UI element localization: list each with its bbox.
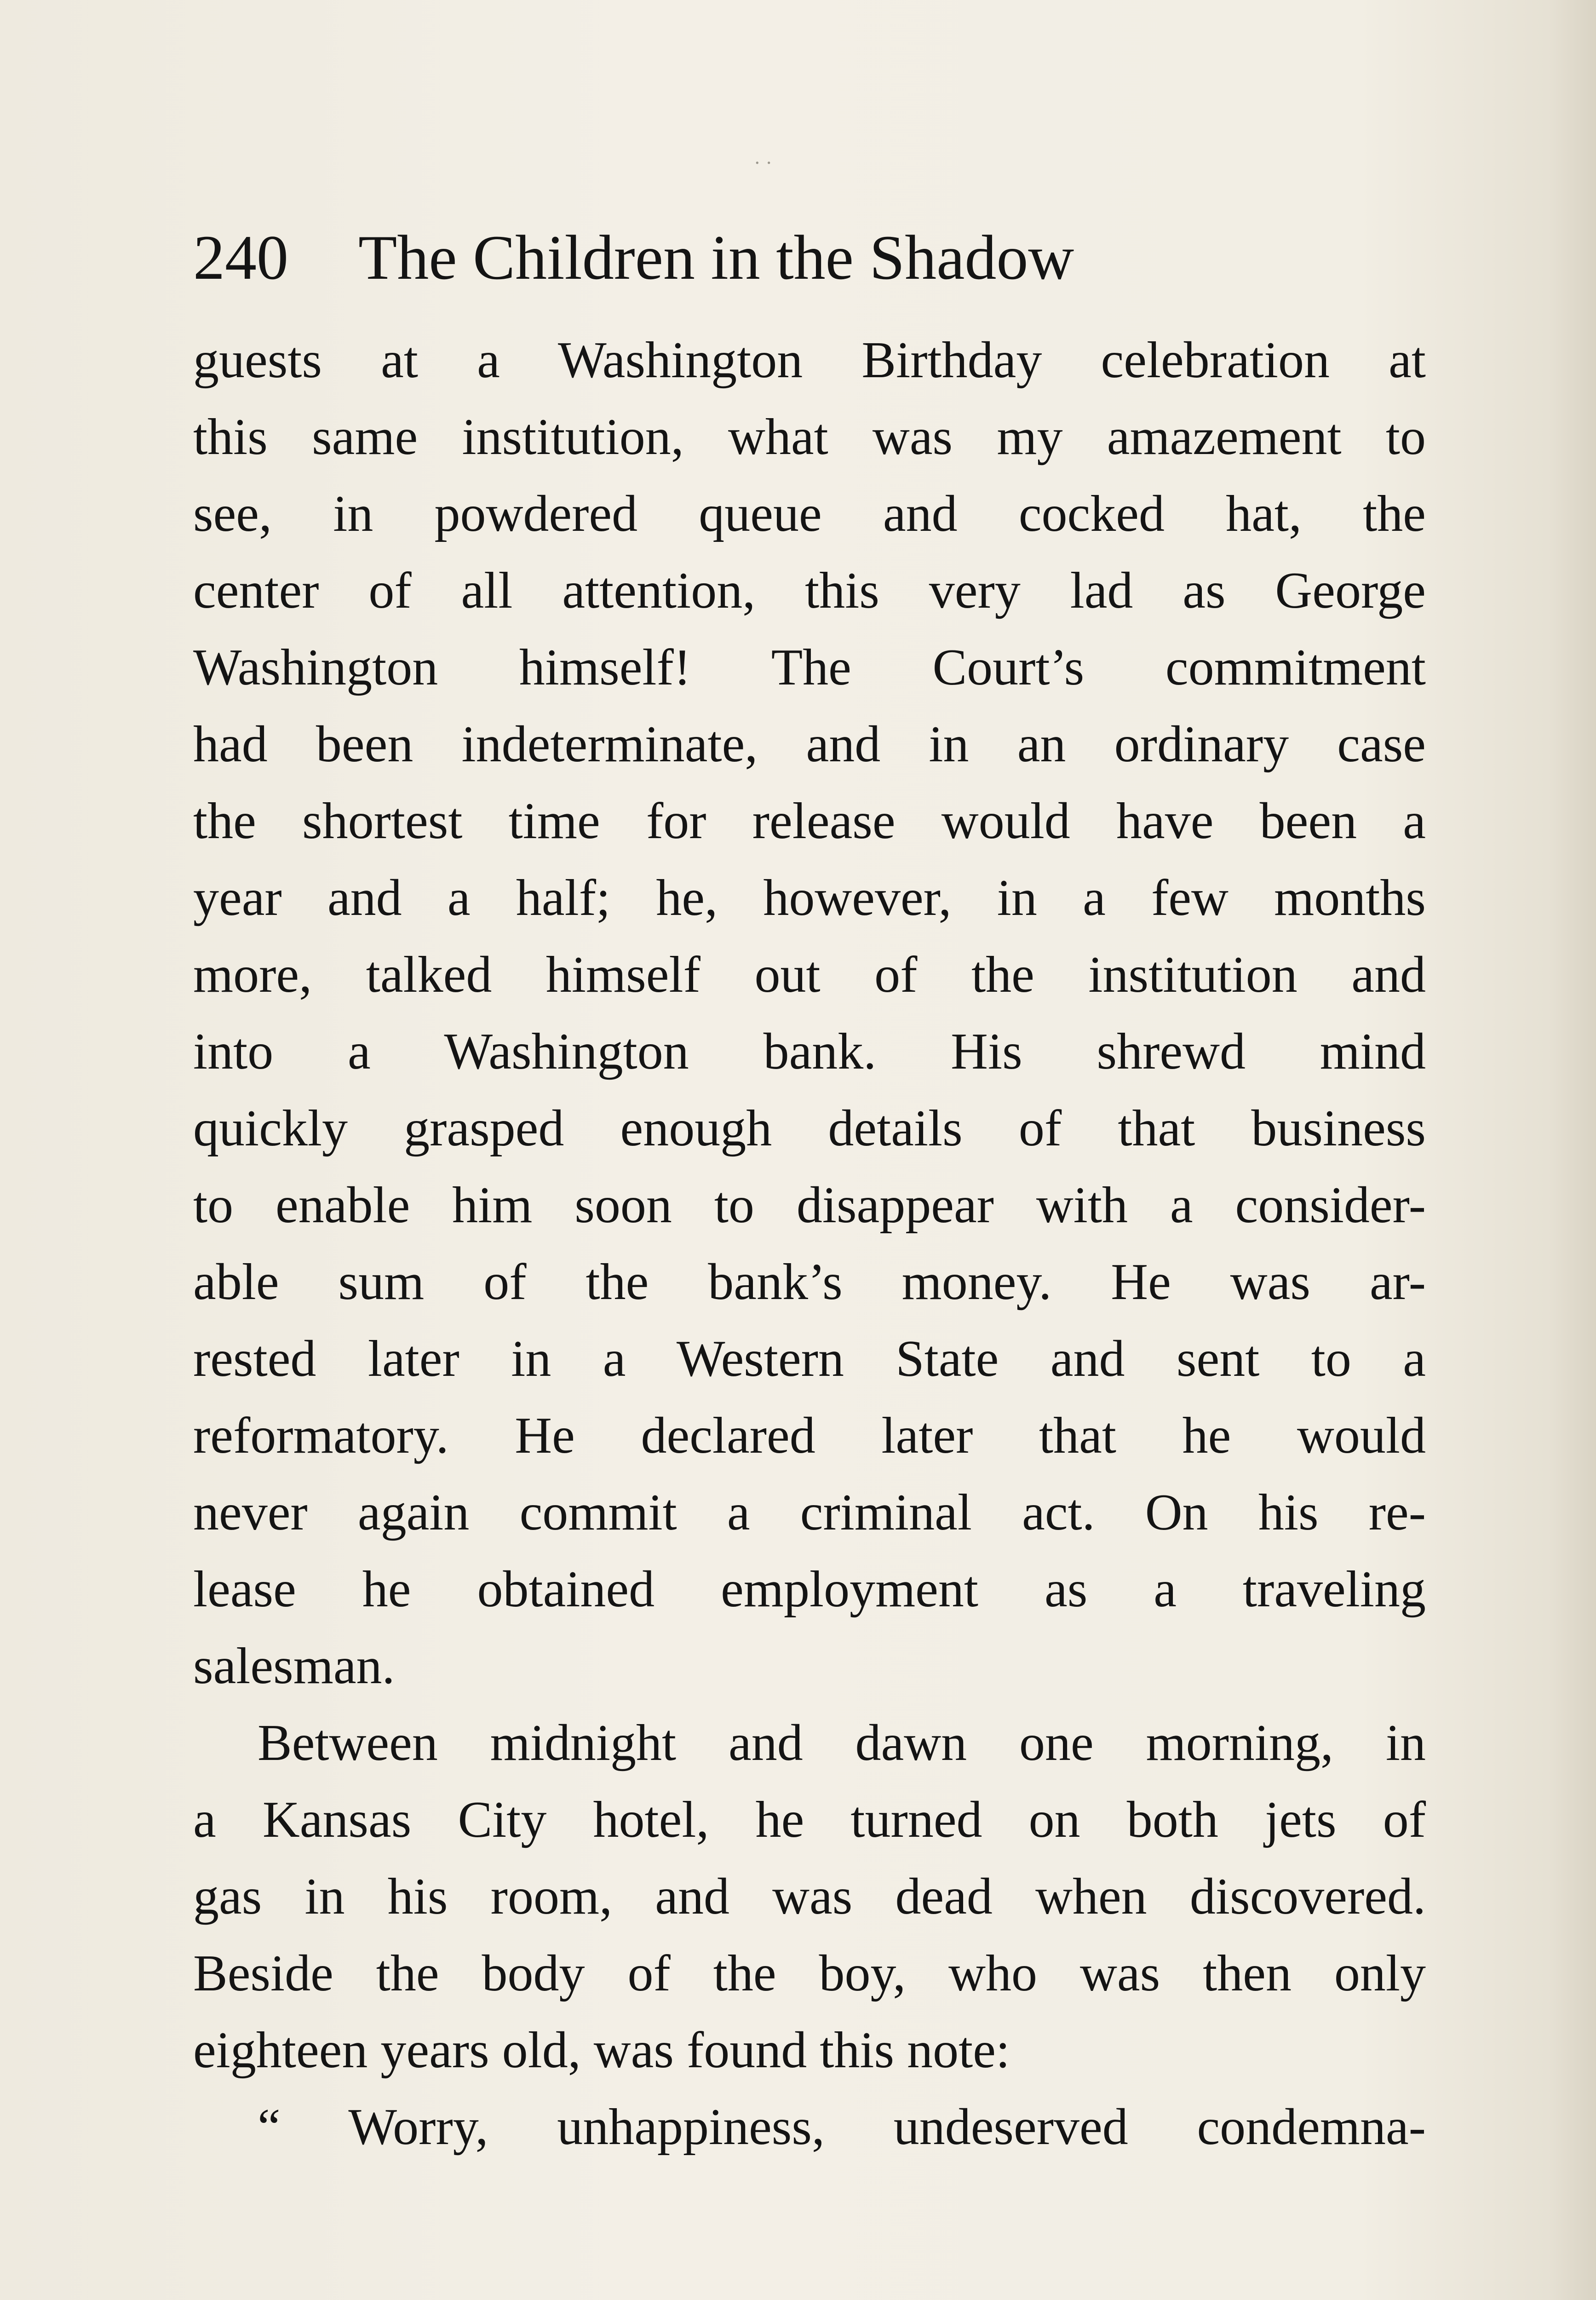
text-line: Beside the body of the boy, who was then only xyxy=(193,1945,1426,2002)
text-line: able sum of the bank’s money. He was ar- xyxy=(193,1254,1426,1311)
text-line: Washington himself! The Court’s commitment xyxy=(193,639,1426,696)
text-line: the shortest time for release would have been a xyxy=(193,793,1426,850)
text-line: “ Worry, unhappiness, undeserved condemna- xyxy=(258,2099,1426,2156)
body-text xyxy=(193,322,1426,2166)
text-line: salesman. xyxy=(193,1638,395,1695)
text-line: see, in powdered queue and cocked hat, the xyxy=(193,485,1426,542)
text-line: a Kansas City hotel, he turned on both jets of xyxy=(193,1791,1426,1848)
text-line: never again commit a criminal act. On his re- xyxy=(193,1484,1426,1541)
text-line: into a Washington bank. His shrewd mind xyxy=(193,1023,1426,1080)
text-line: guests at a Washington Birthday celebration at xyxy=(193,332,1426,389)
text-line: more, talked himself out of the institution and xyxy=(193,946,1426,1003)
text-line: eighteen years old, was found this note: xyxy=(193,2022,1010,2079)
text-line: quickly grasped enough details of that business xyxy=(193,1100,1426,1157)
running-title: The Children in the Shadow xyxy=(358,222,1074,293)
text-line: center of all attention, this very lad as George xyxy=(193,562,1426,619)
text-line: rested later in a Western State and sent to a xyxy=(193,1330,1426,1387)
page-number: 240 xyxy=(193,222,288,293)
text-line: this same institution, what was my amazement to xyxy=(193,408,1426,466)
running-header xyxy=(193,216,1435,299)
text-line: to enable him soon to disappear with a consider- xyxy=(193,1177,1426,1234)
text-line: gas in his room, and was dead when discovered. xyxy=(193,1868,1426,1925)
text-line: lease he obtained employment as a traveling xyxy=(193,1561,1426,1618)
text-line: reformatory. He declared later that he would xyxy=(193,1407,1426,1464)
text-line: Between midnight and dawn one morning, in xyxy=(258,1714,1426,1771)
print-speck: · · xyxy=(754,153,772,174)
text-line: year and a half; he, however, in a few months xyxy=(193,869,1426,926)
text-line: had been indeterminate, and in an ordinary case xyxy=(193,716,1426,773)
